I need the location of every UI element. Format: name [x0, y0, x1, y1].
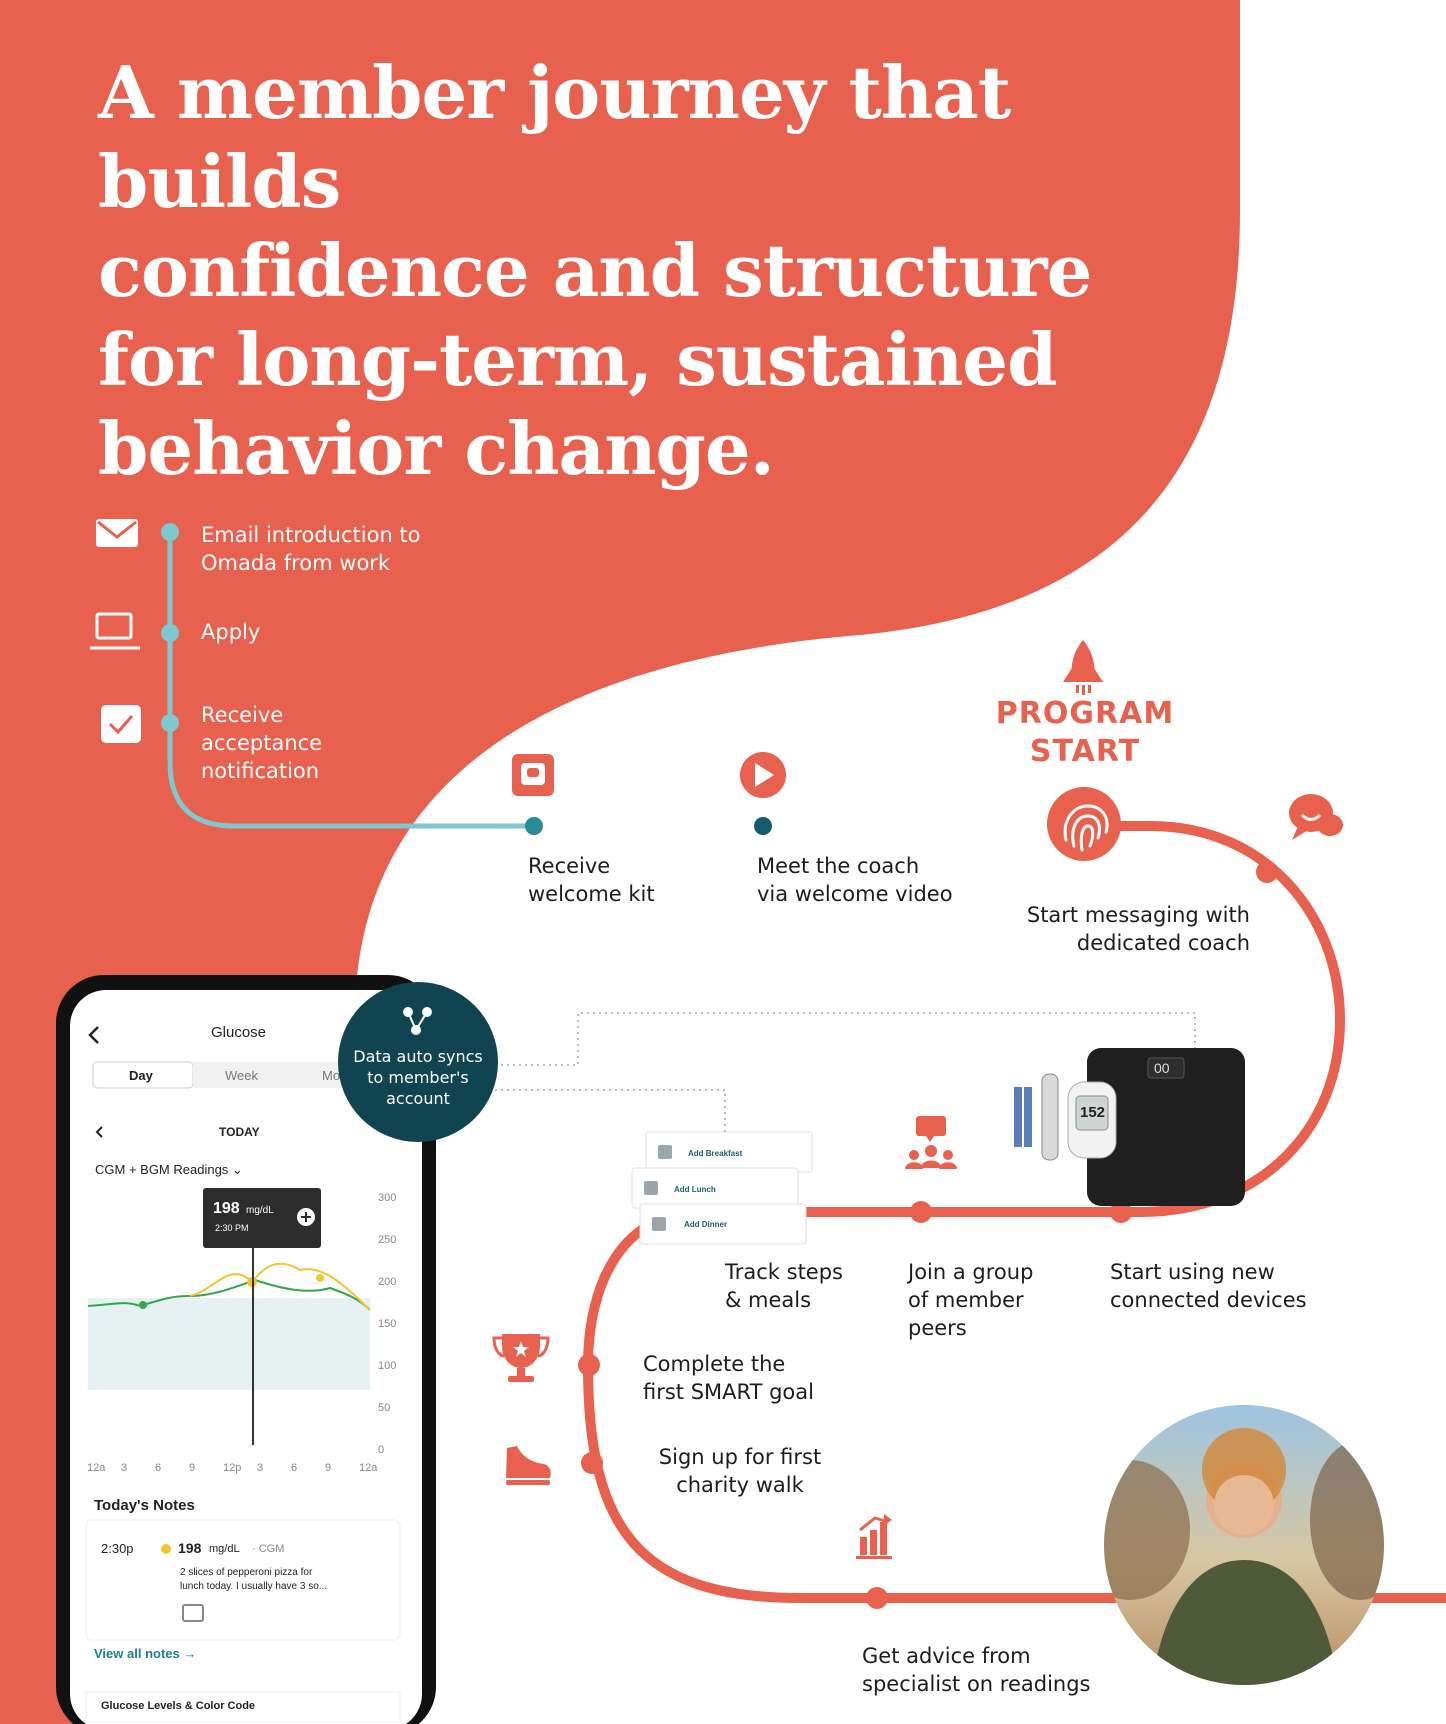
meal-card-lunch-label: Add Lunch — [674, 1185, 716, 1194]
step-dot-smart-goal — [578, 1354, 600, 1376]
note-time: 2:30p — [101, 1541, 134, 1556]
x-tick-label: 3 — [121, 1462, 128, 1474]
step-dot-welcome-kit — [525, 817, 543, 835]
step-dot-group — [910, 1201, 932, 1223]
step-label-acceptance: Receive acceptance notification — [201, 703, 323, 783]
date-label: TODAY — [219, 1125, 260, 1139]
meal-card-breakfast-label: Add Breakfast — [688, 1149, 743, 1158]
program-start-label: PROGRAM START — [995, 696, 1175, 769]
milestone-track: Track steps & meals — [725, 1260, 843, 1312]
y-tick-label: 200 — [378, 1276, 397, 1288]
group-people-icon — [905, 1116, 957, 1169]
y-tick-label: 150 — [378, 1318, 397, 1330]
x-tick-label: 9 — [189, 1462, 196, 1474]
milestone-messaging: Start messaging with dedicated coach — [1026, 903, 1250, 955]
y-tick-label: 300 — [378, 1192, 397, 1204]
play-video-icon — [740, 752, 786, 798]
step-dot-charity — [581, 1452, 603, 1474]
note-value: 198 — [178, 1540, 202, 1556]
step-label-email: Email introduction to Omada from work — [201, 523, 421, 575]
step-dot-email — [161, 523, 179, 541]
trophy-icon — [494, 1334, 548, 1382]
x-tick-label: 12p — [223, 1462, 242, 1474]
tooltip-unit: mg/dL — [246, 1205, 274, 1216]
tab-week[interactable]: Week — [225, 1068, 258, 1083]
milestone-advice: Get advice from specialist on readings — [862, 1644, 1091, 1696]
milestone-devices: Start using new connected devices — [1110, 1260, 1307, 1312]
y-tick-label: 50 — [378, 1402, 391, 1414]
bar-chart-growth-icon — [856, 1514, 892, 1559]
envelope-icon — [96, 519, 138, 547]
welcome-kit-icon — [512, 754, 554, 796]
step-dot-advice — [866, 1587, 888, 1609]
step-label-apply: Apply — [201, 620, 261, 644]
notes-title: Today's Notes — [94, 1497, 195, 1514]
meal-icon — [182, 1604, 204, 1622]
view-all-notes-link[interactable]: View all notes → — [94, 1646, 197, 1661]
chat-bubbles-icon — [1289, 794, 1343, 840]
tab-day[interactable]: Day — [129, 1068, 153, 1083]
rocket-icon — [1063, 640, 1103, 695]
page-headline: A member journey that builds confidence and structure for long-term, sustained behavior change. — [98, 50, 1092, 491]
meter-display: 152 — [1080, 1104, 1106, 1121]
sneaker-icon — [506, 1446, 551, 1485]
tab-month[interactable]: Mo — [322, 1068, 341, 1083]
step-dot-coach-video — [754, 817, 772, 835]
meal-card-dinner-label: Add Dinner — [684, 1220, 728, 1229]
sync-bubble-text: Data auto syncs to member's account — [353, 1047, 483, 1108]
milestone-charity: Sign up for first charity walk — [658, 1445, 822, 1497]
note-source: · CGM — [252, 1543, 285, 1555]
milestone-welcome-kit: Receive welcome kit — [528, 854, 655, 906]
x-tick-label: 6 — [155, 1462, 162, 1474]
tooltip-time: 2:30 PM — [215, 1223, 249, 1233]
lancing-device — [1042, 1074, 1058, 1160]
tooltip-value: 198 — [213, 1200, 240, 1217]
test-strips — [1014, 1087, 1032, 1147]
y-tick-label: 100 — [378, 1360, 397, 1372]
step-dot-acceptance — [161, 714, 179, 732]
readings-selector[interactable]: CGM + BGM Readings ⌄ — [95, 1162, 243, 1177]
scale-display: 00 — [1154, 1060, 1170, 1076]
milestone-coach-video: Meet the coach via welcome video — [757, 854, 953, 906]
app-footer-label: Glucose Levels & Color Code — [101, 1700, 256, 1712]
checkbox-icon — [101, 705, 141, 743]
note-text: 2 slices of pepperoni pizza for lunch today. I usually have 3 so... — [180, 1567, 328, 1592]
y-tick-label: 250 — [378, 1234, 397, 1246]
x-tick-label: 3 — [257, 1462, 264, 1474]
note-unit: mg/dL — [209, 1543, 240, 1555]
milestone-smart-goal: Complete the first SMART goal — [643, 1352, 814, 1404]
x-tick-label: 12a — [87, 1462, 106, 1474]
y-tick-label: 0 — [378, 1444, 385, 1456]
runner-photo — [1070, 1400, 1410, 1700]
step-dot-apply — [161, 624, 179, 642]
x-tick-label: 6 — [291, 1462, 298, 1474]
program-start-node — [1047, 787, 1121, 861]
step-dot-messaging — [1256, 861, 1278, 883]
milestone-group: Join a group of member peers — [908, 1260, 1034, 1340]
x-tick-label: 12a — [359, 1462, 378, 1474]
app-title: Glucose — [211, 1024, 267, 1041]
x-tick-label: 9 — [325, 1462, 332, 1474]
